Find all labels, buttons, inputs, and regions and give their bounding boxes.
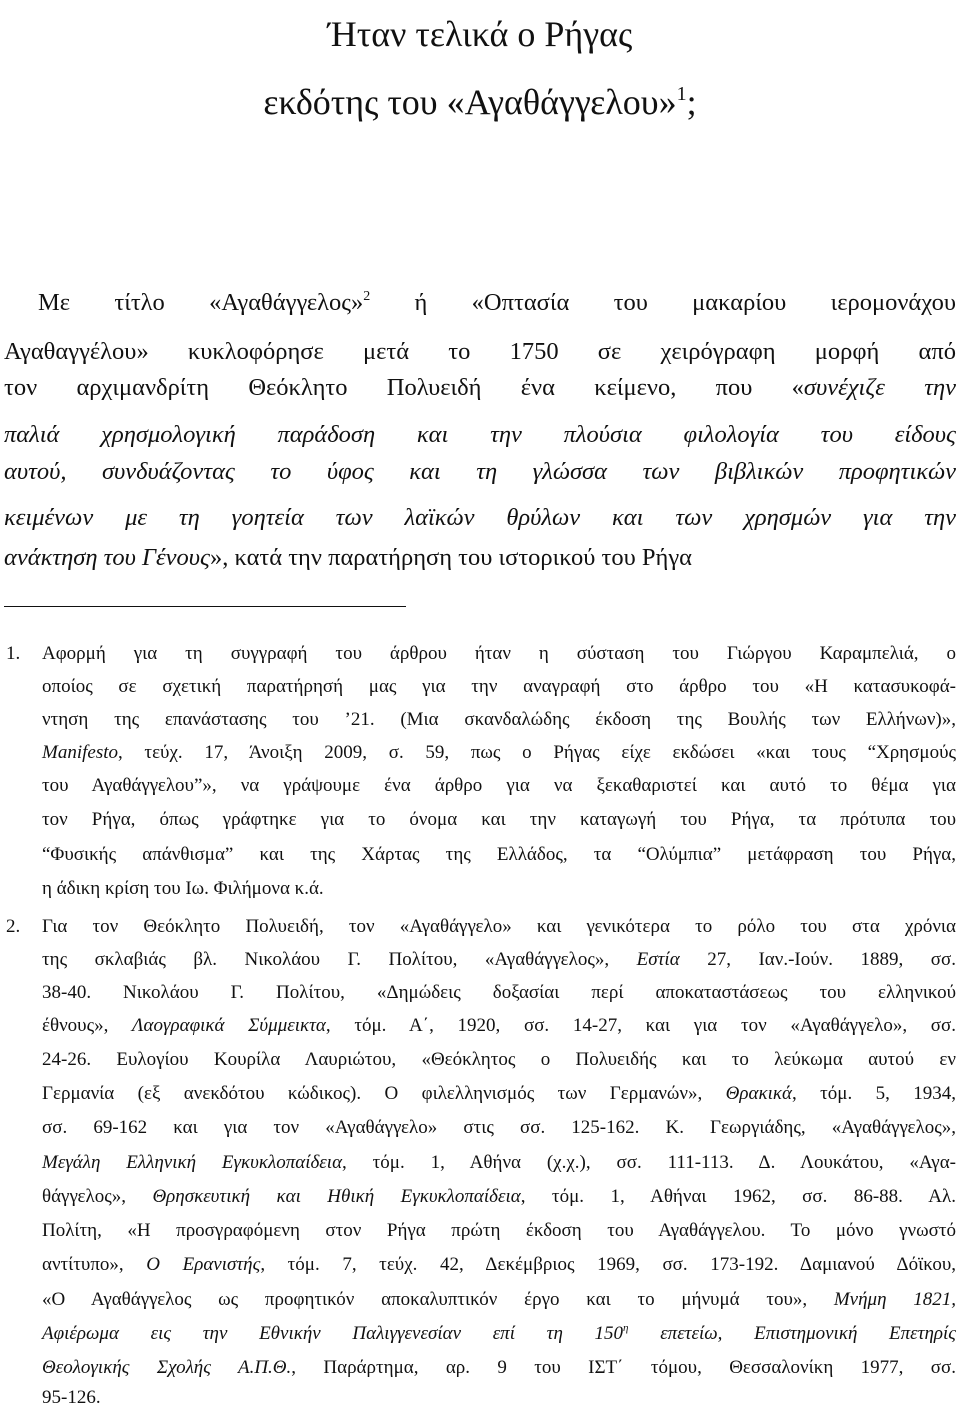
footnote-line [42,1319,956,1349]
footnote-line: 38-40. Νικολάου Γ. Πολίτου, «Δημώδεις δοξασίαι περί αποκαταστάσεως του ελληνικού [42,982,956,1003]
footnote-text: , τόμ. 7, τεύχ. 42, Δεκέμβριος 1969, σσ. 173-192. Δαμιανού Δόϊκου, [260,1254,957,1275]
footnote-text: θάγγελος», [42,1186,153,1207]
footnote-text: αντίτυπο», [42,1254,147,1275]
footnote-line [42,1011,956,1041]
footnote-italic: Λαογραφικά Σύμμεικτα [132,1015,326,1036]
body-line: αυτού, συνδυάζοντας το ύφος και τη γλώσσα των βιβλικών προφητικών [4,458,956,485]
body-text: τον αρχιμανδρίτη Θεόκλητο Πολυειδή ένα κείμενο, που « [4,374,804,401]
footnote-line: η άδικη κρίση του Ιω. Φιλήμονα κ.ά. [42,878,324,899]
footnote-line: 95-126. [42,1387,101,1408]
footnote-line [42,738,956,768]
footnote-italic: Manifesto [42,742,118,763]
body-text: », κατά την παρατήρηση του ιστορικού του Ρήγα [209,544,693,571]
footnote-line: ντηση της επανάστασης του ’21. (Μια σκανδαλώδης έκδοση της Βουλής των Ελλήνων)», [42,709,956,730]
footnote-italic: Θρακικά [725,1083,792,1104]
footnote-line [42,1182,956,1212]
title-line-2-text: εκδότης του «Αγαθάγγελου» [263,82,677,122]
body-text-italic: ανάκτηση του Γένους [4,544,210,571]
footnote-line [42,1079,956,1109]
footnote-text: έθνους», [42,1015,133,1036]
footnote-line: Για τον Θεόκλητο Πολυειδή, τον «Αγαθάγγελο» και γενικότερα το ρόλο του στα χρόνια [42,916,956,937]
footnote-line: οποίος σε σχετική παρατήρησή μας για την αναγραφή στο άρθρο του «Η κατασυκοφά- [42,676,956,697]
footnote-italic: επετείω, Επιστημονική Επετηρίς [628,1323,956,1344]
title-line-2-tail: ; [686,82,697,122]
footnote-line [42,1148,956,1178]
footnote-italic: Θεολογικής Σχολής Α.Π.Θ. [42,1357,292,1378]
body-line [4,540,956,576]
footnote-text: , τόμ. 1, Αθήνα (χ.χ.), σσ. 111-113. Δ. Λουκάτου, «Αγα- [342,1152,956,1173]
body-line: κειμένων με τη γοητεία των λαϊκών θρύλων και των χρησμών για την [4,504,956,531]
footnote-separator [4,606,406,607]
footnote-italic: Μεγάλη Ελληνική Εγκυκλοπαίδεια [42,1152,343,1173]
footnote-line [42,1285,956,1315]
footnote-italic: Αφιέρωμα εις την Εθνικήν Παλιγγενεσίαν επί τη 150 [42,1323,624,1344]
footnote-italic: Μνήμη 1821, [833,1289,956,1310]
footnote-text: της σκλαβιάς βλ. Νικολάου Γ. Πολίτου, «Αγαθάγγελος», [42,949,637,970]
body-line [4,370,956,406]
footnote-text: 27, Ιαν.-Ιούν. 1889, σσ. [679,949,956,970]
footnote-italic: Θρησκευτική και Ηθική Εγκυκλοπαίδεια [152,1186,521,1207]
footnote-superscript: η [623,1322,629,1334]
footnote-line: σσ. 69-162 και για τον «Αγαθάγγελο» στις σσ. 125-162. Κ. Γεωργιάδης, «Αγαθάγγελος», [42,1117,956,1138]
footnote-text: , Παράρτημα, αρ. 9 του ΙΣΤ΄ τόμου, Θεσσαλονίκη 1977, σσ. [291,1357,956,1378]
footnote-line: 24-26. Ευλογίου Κουρίλα Λαυριώτου, «Θεόκλητος ο Πολυειδής και το λεύκωμα αυτού εν [42,1049,956,1070]
footnote-number: 1. [6,643,21,664]
footnote-line: τον Ρήγα, όπως γράφτηκε για το όνομα και την καταγωγή του Ρήγα, τα πρότυπα του [42,809,956,830]
footnote-number: 2. [6,916,21,937]
body-line: Αγαθαγγέλου» κυκλοφόρησε μετά το 1750 σε χειρόγραφη μορφή από [4,338,956,365]
body-line: παλιά χρησμολογική παράδοση και την πλούσια φιλολογία του είδους [4,421,956,448]
footnote-text: «Ο Αγαθάγγελος ως προφητικόν αποκαλυπτικόν έργο και το μήνυμά του», [42,1289,834,1310]
footnote-line [42,1250,956,1280]
footnote-text: , τόμ. Α΄, 1920, σσ. 14-27, και για τον «Αγαθάγγελο», σσ. [325,1015,956,1036]
footnote-line [42,945,956,975]
footnote-line: του Αγαθάγγελου”», να γράψουμε ένα άρθρο για να ξεκαθαριστεί και αυτό το θέμα για [42,775,956,796]
title-line-1: Ήταν τελικά ο Ρήγας [327,14,633,54]
footnote-line [42,1353,956,1383]
footnote-ref-2[interactable]: 2 [363,289,371,304]
body-text: Με τίτλο «Αγαθάγγελος» [38,289,364,316]
footnote-text: , τόμ. 5, 1934, [791,1083,956,1104]
footnote-italic: Ο Ερανιστής [146,1254,261,1275]
footnote-text: , τεύχ. 17, Άνοιξη 2009, σ. 59, πως ο Ρήγας είχε εκδώσει «και τους “Χρησμούς [118,742,956,763]
body-text: ή «Οπτασία του μακαρίου ιερομονάχου [370,289,956,316]
body-text-italic: συνέχιζε την [803,374,957,401]
title-line-2 [0,68,960,136]
footnote-text: Γερμανία (εξ ανεκδότου κώδικος). Ο φιλελληνισμός των Γερμανών», [42,1083,726,1104]
footnote-italic: Εστία [636,949,680,970]
footnote-text: , τόμ. 1, Αθήναι 1962, σσ. 86-88. Αλ. [520,1186,956,1207]
footnote-line: Πολίτη, «Η προσγραφόμενη στον Ρήγα πρώτη έκδοση του Αγαθάγγελου. Το μόνο γνωστό [42,1220,956,1241]
footnote-ref-1[interactable]: 1 [676,83,687,105]
footnote-line: Αφορμή για τη συγγραφή του άρθρου ήταν η σύσταση του Γιώργου Καραμπελιά, ο [42,643,956,664]
footnote-line: “Φυσικής απάνθισμα” και της Χάρτας της Ελλάδος, τα “Ολύμπια” μετάφραση του Ρήγα, [42,844,956,865]
page-title [0,0,960,136]
body-line [38,285,956,321]
